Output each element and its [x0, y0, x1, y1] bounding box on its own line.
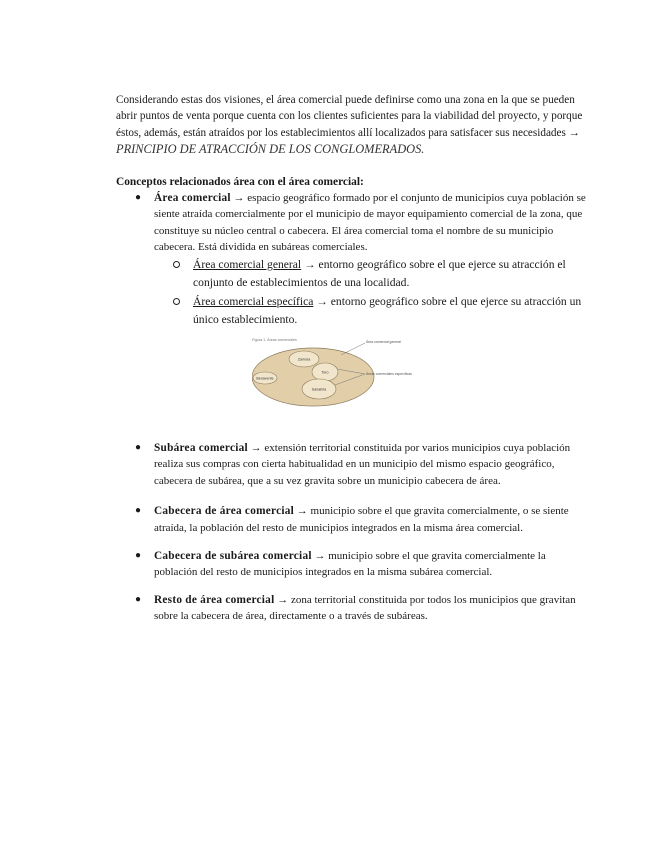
concept-area-comercial [116, 190, 586, 408]
attraction-principle: PRINCIPIO DE ATRACCIÓN DE LOS CONGLOMERADOS. [116, 142, 425, 157]
subconcept-definition: entorno geográfico sobre el que ejerce su atracción el conjunto de establecimientos de una localidad. [193, 258, 566, 290]
concept-cabecera-area [116, 503, 586, 536]
town-label: Zamora [297, 357, 311, 362]
concept-definition: espacio geográfico formado por el conjunto de municipios cuya población se siente atraída comercialmente por el municipio de mayor equipamiento comercial de la zona, que constituye su núcleo central o cabecera. El área comercial toma el nombre de su municipio cabecera. Está dividida en subáreas comerciales. [154, 191, 586, 254]
town-label: Toro [321, 370, 329, 375]
label-area-general: Área comercial general [366, 339, 401, 344]
concept-term: Subárea comercial [154, 441, 248, 454]
concept-definition: municipio sobre el que gravita comercialmente la población del resto de municipios integrados en la misma subárea comercial. [154, 549, 546, 579]
concept-definition: extensión territorial constituida por varios municipios cuya población realiza sus compras con cierta habitualidad en un municipio del mismo espacio geográfico, cabecera de subárea, que a su vez gravita sobre un municipio cabecera de área. [154, 441, 571, 487]
concept-term: Área comercial [154, 191, 231, 204]
concept-resto-area [116, 592, 586, 625]
concept-arrow: → [233, 191, 245, 204]
subconcept-arrow: → [316, 294, 328, 308]
hollow-bullet-icon [173, 261, 180, 268]
concept-definition: municipio sobre el que gravita comercialmente, o se siente atraída, la población del resto de municipios integrados en la misma área comercial. [154, 505, 569, 534]
areas-diagram [252, 336, 452, 408]
subconcept-arrow: → [304, 258, 316, 271]
concepts-heading: Conceptos relacionados área con el área comercial: [116, 175, 364, 188]
document-page [116, 92, 586, 625]
concept-subarea-comercial [116, 440, 586, 490]
figure-caption: Figura 1. Áreas comerciales [252, 337, 297, 342]
subconcept-term: Área comercial específica [193, 294, 314, 308]
concept-definition: zona territorial constituida por todos los municipios que gravitan sobre la cabecera de área, directamente o a través de subáreas. [154, 593, 576, 623]
concept-arrow: → [277, 593, 289, 606]
concept-arrow: → [296, 505, 308, 518]
intro-text: Considerando estas dos visiones, el área comercial puede definirse como una zona en la que se pueden abrir puntos de venta porque cuenta con los clientes suficientes para la viabilidad del proyecto, y porque éstos, además, están atraídos por los establecimientos allí localizados para satisfacer sus necesidades [116, 94, 583, 139]
intro-paragraph [116, 92, 586, 159]
subconcepts-list [154, 256, 586, 330]
subconcept-definition: entorno geográfico sobre el que ejerce su atracción un único establecimiento. [193, 294, 582, 327]
concept-cabecera-subarea [116, 548, 586, 581]
intro-arrow: → [568, 126, 580, 139]
concepts-list [116, 190, 586, 625]
commercial-areas-figure [252, 336, 452, 408]
town-label: Sanabria [311, 387, 327, 392]
hollow-bullet-icon [173, 298, 180, 305]
concept-arrow: → [250, 441, 262, 454]
concept-term: Cabecera de subárea comercial [154, 549, 312, 562]
town-label: Benavente [256, 376, 274, 381]
subconcept-area-especifica [154, 293, 586, 330]
concept-arrow: → [314, 549, 326, 562]
concept-term: Resto de área comercial [154, 593, 275, 606]
bullet-icon: ● [135, 593, 142, 605]
subconcept-area-general [154, 256, 586, 293]
subconcept-term: Área comercial general [193, 258, 302, 271]
bullet-icon: ● [135, 191, 142, 203]
bullet-icon: ● [135, 549, 142, 561]
concept-term: Cabecera de área comercial [154, 505, 295, 518]
bullet-icon: ● [135, 441, 142, 453]
label-areas-especificas: Áreas comerciales específicas [366, 371, 412, 376]
bullet-icon: ● [135, 505, 142, 517]
leader-line-general [341, 343, 365, 355]
